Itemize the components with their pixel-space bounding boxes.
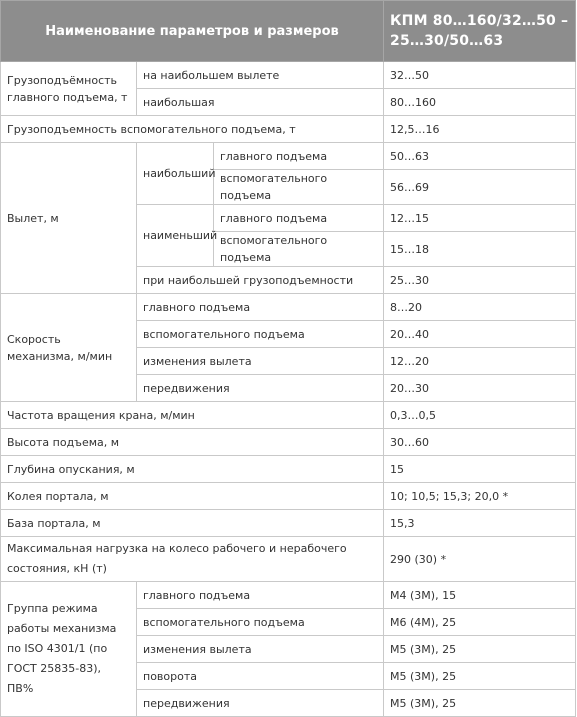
row-label-lift-main: Грузоподъёмность главного подъема, т	[1, 62, 137, 116]
table-row	[1, 62, 576, 89]
row-label-lift-height: Высота подъема, м	[1, 429, 384, 456]
row-label-base: База портала, м	[1, 510, 384, 537]
sub-group-label: наибольший	[137, 143, 214, 205]
cell-value: 32…50	[384, 62, 576, 89]
sub-label: передвижения	[137, 690, 384, 717]
cell-value: 56…69	[384, 170, 576, 205]
cell-value: 10; 10,5; 15,3; 20,0 *	[384, 483, 576, 510]
sub-label: на наибольшем вылете	[137, 62, 384, 89]
cell-value: 12,5…16	[384, 116, 576, 143]
cell-value: М5 (3М), 25	[384, 663, 576, 690]
sub-label: поворота	[137, 663, 384, 690]
sub-label: вспомогательного подъема	[214, 170, 384, 205]
header-model: КПМ 80…160/32…50 – 25…30/50…63	[384, 1, 576, 62]
cell-value: 15,3	[384, 510, 576, 537]
cell-value: 20…40	[384, 321, 576, 348]
cell-value: 25…30	[384, 267, 576, 294]
table-row	[1, 537, 576, 582]
table-row	[1, 483, 576, 510]
sub-label: главного подъема	[137, 294, 384, 321]
sub-label: изменения вылета	[137, 348, 384, 375]
cell-value: 15	[384, 456, 576, 483]
sub-label: главного подъема	[214, 143, 384, 170]
cell-value: М5 (3М), 25	[384, 690, 576, 717]
sub-group-label: наименьший	[137, 205, 214, 267]
table-header-row	[1, 1, 576, 62]
cell-value: 30…60	[384, 429, 576, 456]
header-parameter-name: Наименование параметров и размеров	[1, 1, 384, 62]
row-label-gauge: Колея портала, м	[1, 483, 384, 510]
cell-value: 290 (30) *	[384, 537, 576, 582]
row-label-speed: Скорость механизма, м/мин	[1, 294, 137, 402]
table-row	[1, 116, 576, 143]
table-row	[1, 402, 576, 429]
row-label-wheel-load: Максимальная нагрузка на колесо рабочего и нерабочего состояния, кН (т)	[1, 537, 384, 582]
cell-value: 50…63	[384, 143, 576, 170]
cell-value: 15…18	[384, 232, 576, 267]
cell-value: 20…30	[384, 375, 576, 402]
sub-label: передвижения	[137, 375, 384, 402]
row-label-lift-aux: Грузоподъемность вспомогательного подъема, т	[1, 116, 384, 143]
table-row	[1, 143, 576, 170]
cell-value: М6 (4М), 25	[384, 609, 576, 636]
sub-label: наибольшая	[137, 89, 384, 116]
row-label-duty-group: Группа режима работы механизма по ISO 4301/1 (по ГОСТ 25835-83), ПВ%	[1, 582, 137, 717]
row-label-lower-depth: Глубина опускания, м	[1, 456, 384, 483]
cell-value: 0,3…0,5	[384, 402, 576, 429]
sub-label: главного подъема	[137, 582, 384, 609]
sub-label: главного подъема	[214, 205, 384, 232]
cell-value: М5 (3М), 25	[384, 636, 576, 663]
cell-value: 12…15	[384, 205, 576, 232]
table-row	[1, 294, 576, 321]
sub-label: вспомогательного подъема	[137, 609, 384, 636]
cell-value: 80…160	[384, 89, 576, 116]
row-label-reach: Вылет, м	[1, 143, 137, 294]
table-row	[1, 456, 576, 483]
table-row	[1, 429, 576, 456]
row-label-rotation: Частота вращения крана, м/мин	[1, 402, 384, 429]
sub-label: вспомогательного подъема	[137, 321, 384, 348]
table-row	[1, 582, 576, 609]
sub-label: при наибольшей грузоподъемности	[137, 267, 384, 294]
cell-value: 8…20	[384, 294, 576, 321]
cell-value: М4 (3М), 15	[384, 582, 576, 609]
cell-value: 12…20	[384, 348, 576, 375]
sub-label: изменения вылета	[137, 636, 384, 663]
table-row	[1, 510, 576, 537]
sub-label: вспомогательного подъема	[214, 232, 384, 267]
